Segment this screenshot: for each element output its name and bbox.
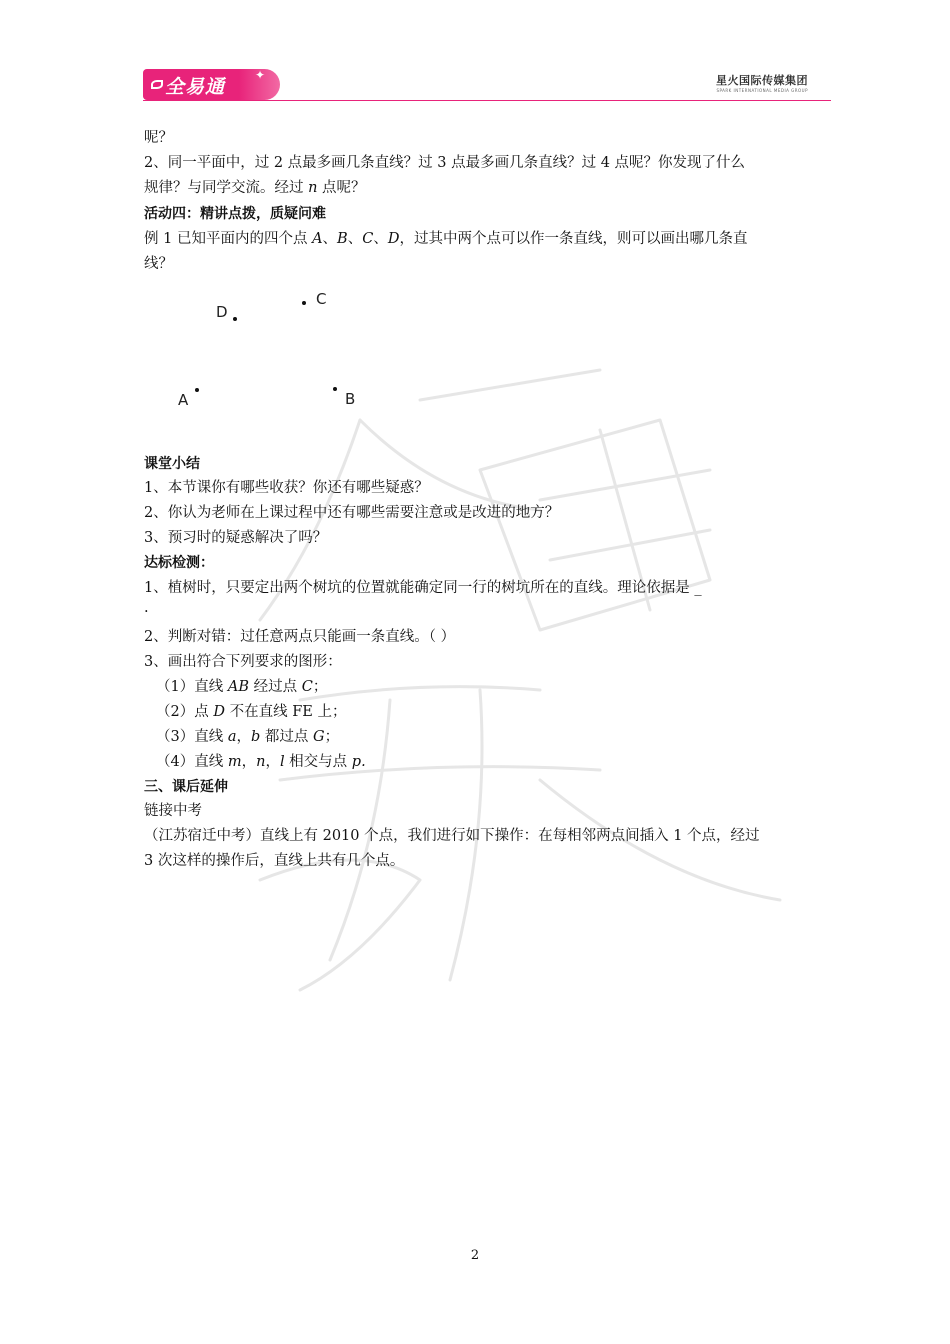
page-header: [0, 0, 950, 110]
link-exam-label: 链接中考: [144, 803, 202, 819]
point-label-c: C: [316, 290, 327, 308]
test-item-1-end: .: [144, 600, 149, 616]
var-n: n: [308, 180, 318, 196]
test-item-3: 3、画出符合下列要求的图形：: [144, 654, 342, 670]
point-a: [195, 388, 199, 392]
test-item-3-2: （2）点 D 不在直线 FE 上；: [156, 704, 347, 720]
header-divider: [143, 100, 831, 101]
point-d: [233, 317, 237, 321]
test-heading: 达标检测：: [144, 555, 214, 571]
summary-heading: 课堂小结: [144, 456, 200, 472]
company-subtitle: SPARK INTERNATIONAL MEDIA GROUP: [716, 88, 808, 93]
points-figure: [144, 282, 444, 422]
paragraph-line: 呢？: [144, 130, 173, 146]
point-c: [302, 301, 306, 305]
point-label-b: B: [345, 390, 356, 408]
page-number: 2: [470, 1248, 480, 1263]
example1-line-2: 线？: [144, 256, 173, 272]
test-item-3-3: （3）直线 a，b 都过点 G；: [156, 729, 340, 745]
question-2-line-1: 2、同一平面中，过 2 点最多画几条直线？过 3 点最多画几条直线？过 4 点呢？你发现了什么: [144, 155, 746, 171]
activity4-heading: 活动四：精讲点拨，质疑问难: [144, 206, 326, 222]
point-b: [333, 387, 337, 391]
logo-text: 全易通: [165, 76, 226, 98]
example1-line-1: 例 1 已知平面内的四个点 A、B、C、D，过其中两个点可以作一条直线，则可以画出哪几条直: [144, 231, 748, 247]
exam-problem-line-2: 3 次这样的操作后，直线上共有几个点。: [144, 853, 405, 869]
point-label-a: A: [178, 391, 189, 409]
point-label-d: D: [216, 303, 228, 321]
summary-item-3: 3、预习时的疑惑解决了吗？: [144, 530, 328, 546]
exam-problem-line-1: （江苏宿迁中考）直线上有 2010 个点，我们进行如下操作：在每相邻两点间插入 1 个点，经过: [144, 828, 760, 844]
leaf-icon: [151, 80, 163, 89]
test-item-1: 1、植树时，只要定出两个树坑的位置就能确定同一行的树坑所在的直线。理论依据是 _: [144, 580, 702, 596]
test-item-3-4: （4）直线 m，n，l 相交与点 p.: [156, 754, 366, 770]
summary-item-1: 1、本节课你有哪些收获？你还有哪些疑惑？: [144, 480, 429, 496]
question-2-line-2: 规律？与同学交流。经过 n 点呢？: [144, 180, 366, 196]
company-name: 星火国际传媒集团: [716, 74, 808, 87]
section3-heading: 三、课后延伸: [144, 779, 228, 795]
brand-logo: [143, 69, 280, 100]
test-item-3-1: （1）直线 AB 经过点 C；: [156, 679, 328, 695]
summary-item-2: 2、你认为老师在上课过程中还有哪些需要注意或是改进的地方？: [144, 505, 560, 521]
sparkle-icon: ✦: [255, 68, 266, 82]
test-item-2: 2、判断对错：过任意两点只能画一条直线。（ ）: [144, 629, 456, 645]
